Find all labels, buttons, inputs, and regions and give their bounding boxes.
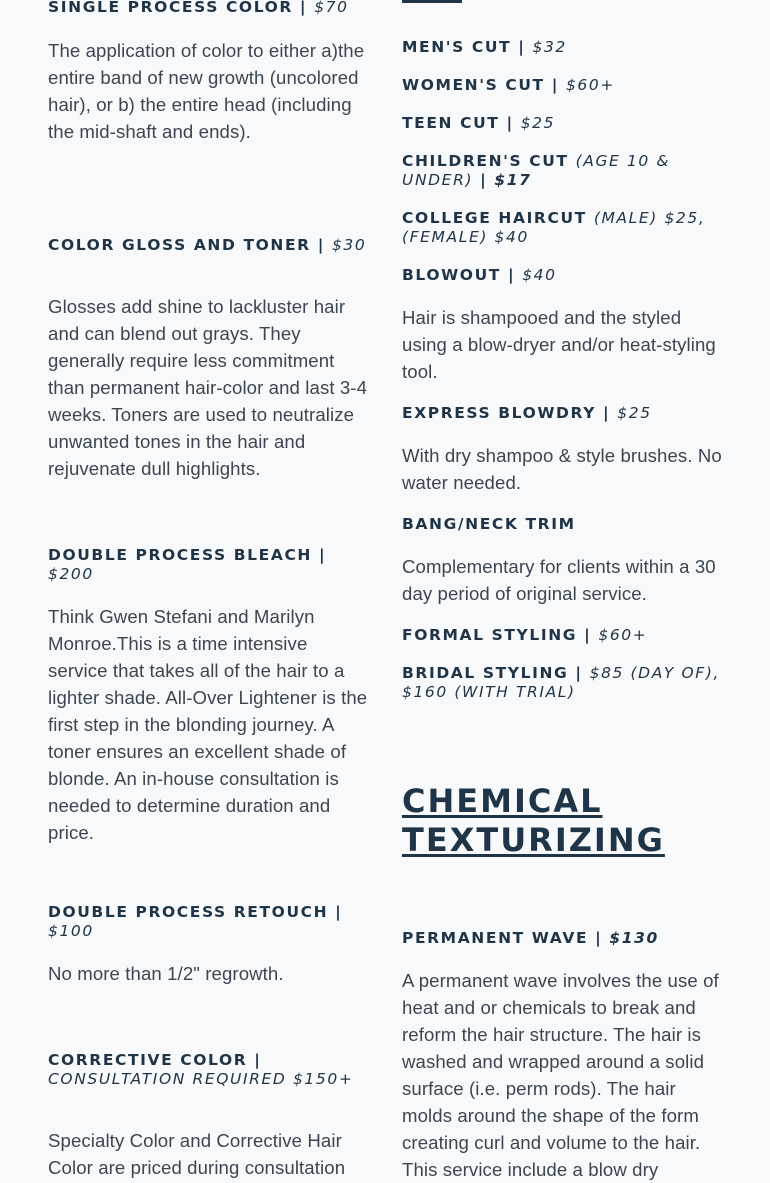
section-title-chemical-texturizing: CHEMICAL TEXTURIZING: [402, 782, 665, 859]
service-heading-bang-trim: BANG/NECK TRIM: [402, 515, 576, 533]
service-heading-corrective: CORRECTIVE COLOR | CONSULTATION REQUIRED $150+: [48, 1051, 354, 1088]
service-heading-retouch: DOUBLE PROCESS RETOUCH | $100: [48, 903, 343, 940]
service-heading-gloss: COLOR GLOSS AND TONER | $30: [48, 236, 367, 254]
section-title-underline-remnant: [402, 0, 462, 3]
service-desc-bang-trim: Complementary for clients within a 30 day period of original service.: [402, 556, 716, 604]
service-desc-bleach: Think Gwen Stefani and Marilyn Monroe.This is a time intensive service that takes all of the hair to a lighter shade. All-Over Lightener is the first step in the blonding journey. A toner ensures an excellent shade of blonde. An in-house consultation is needed to determine duration and price.: [48, 606, 368, 843]
service-desc-single-process: The application of color to either a)the entire band of new growth (uncolored hair), or b) the entire head (including the mid-shaft and ends).: [48, 40, 365, 142]
service-desc-express-blowdry: With dry shampoo & style brushes. No water needed.: [402, 445, 722, 493]
service-desc-blowout: Hair is shampooed and the styled using a blow-dryer and/or heat-styling tool.: [402, 307, 716, 382]
service-heading-formal-styling: FORMAL STYLING | $60+: [402, 626, 648, 644]
service-desc-permanent-wave: A permanent wave involves the use of heat and or chemicals to break and reform the hair structure. The hair is washed and wrapped around a solid surface (i.e. perm rods). The hair molds around the shape of the form creating curl and volume to the hair. This service include a blow dry: [402, 970, 719, 1180]
service-heading-permanent-wave: PERMANENT WAVE | $130: [402, 929, 659, 947]
service-heading-bridal-styling: BRIDAL STYLING | $85 (DAY OF), $160 (WITH TRIAL): [402, 664, 720, 701]
service-heading-teen-cut: TEEN CUT | $25: [402, 114, 556, 132]
service-desc-corrective: Specialty Color and Corrective Hair Color are priced during consultation: [48, 1130, 346, 1178]
service-heading-mens-cut: MEN'S CUT | $32: [402, 38, 567, 56]
service-heading-single-process: SINGLE PROCESS COLOR | $70: [48, 0, 349, 16]
service-desc-retouch: No more than 1/2" regrowth.: [48, 963, 284, 984]
service-heading-blowout: BLOWOUT | $40: [402, 266, 557, 284]
service-heading-express-blowdry: EXPRESS BLOWDRY | $25: [402, 404, 652, 422]
service-heading-college-haircut: COLLEGE HAIRCUT (MALE) $25, (FEMALE) $40: [402, 209, 706, 246]
service-desc-gloss: Glosses add shine to lackluster hair and can blend out grays. They generally require less commitment than permanent hair-color and last 3-4 weeks. Toners are used to neutralize unwanted tones in the hair and rejuvenate dull highlights.: [48, 296, 368, 479]
service-heading-bleach: DOUBLE PROCESS BLEACH | $200: [48, 546, 327, 583]
service-heading-womens-cut: WOMEN'S CUT | $60+: [402, 76, 615, 94]
service-heading-childrens-cut: CHILDREN'S CUT (AGE 10 & UNDER) | $17: [402, 152, 671, 189]
